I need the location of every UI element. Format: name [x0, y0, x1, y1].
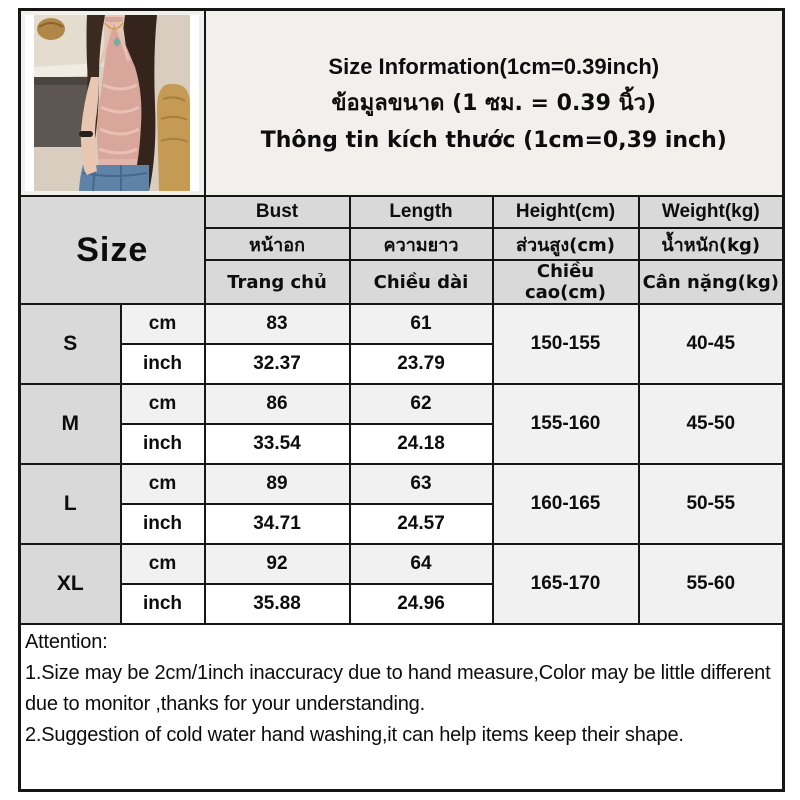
attention-cell [20, 624, 784, 791]
header-height-en: Height(cm) [493, 196, 639, 228]
row-s-cm [20, 304, 784, 344]
row-xl-cm [20, 544, 784, 584]
xl-height: 165-170 [493, 544, 639, 624]
l-bust-cm: 89 [205, 464, 350, 504]
l-height: 160-165 [493, 464, 639, 544]
unit-inch-m: inch [121, 424, 205, 464]
l-length-inch: 24.57 [350, 504, 493, 544]
m-bust-inch: 33.54 [205, 424, 350, 464]
unit-cm-m: cm [121, 384, 205, 424]
header-bust-vi: Trang chủ [205, 260, 350, 304]
m-height: 155-160 [493, 384, 639, 464]
size-table [18, 8, 785, 792]
s-height: 150-155 [493, 304, 639, 384]
header-length-vi: Chiều dài [350, 260, 493, 304]
xl-weight: 55-60 [639, 544, 784, 624]
attention-row [20, 624, 784, 791]
s-bust-cm: 83 [205, 304, 350, 344]
attention-note-1: 1.Size may be 2cm/1inch inaccuracy due to hand measure,Color may be little different due to monitor ,thanks for your understanding. [25, 662, 771, 715]
size-chart-sheet [18, 8, 785, 792]
banner-title-cell [205, 10, 784, 197]
s-length-inch: 23.79 [350, 344, 493, 384]
title-thai: ข้อมูลขนาด (1 ซม. = 0.39 นิ้ว) [331, 90, 657, 116]
l-length-cm: 63 [350, 464, 493, 504]
header-height-vi: Chiều cao(cm) [493, 260, 639, 304]
row-m-cm [20, 384, 784, 424]
product-photo [25, 15, 199, 191]
s-bust-inch: 32.37 [205, 344, 350, 384]
header-weight-en: Weight(kg) [639, 196, 784, 228]
unit-cm-s: cm [121, 304, 205, 344]
size-xl-label: XL [20, 544, 121, 624]
header-bust-th: หน้าอก [205, 228, 350, 260]
unit-inch-s: inch [121, 344, 205, 384]
s-length-cm: 61 [350, 304, 493, 344]
size-m-label: M [20, 384, 121, 464]
xl-bust-inch: 35.88 [205, 584, 350, 624]
attention-note-2: 2.Suggestion of cold water hand washing,it can help items keep their shape. [25, 724, 684, 746]
header-weight-th: น้ำหนัก(kg) [639, 228, 784, 260]
title-vietnamese: Thông tin kích thước (1cm=0,39 inch) [260, 127, 727, 153]
l-weight: 50-55 [639, 464, 784, 544]
xl-length-inch: 24.96 [350, 584, 493, 624]
size-l-label: L [20, 464, 121, 544]
m-length-cm: 62 [350, 384, 493, 424]
s-weight: 40-45 [639, 304, 784, 384]
m-length-inch: 24.18 [350, 424, 493, 464]
unit-inch-xl: inch [121, 584, 205, 624]
m-bust-cm: 86 [205, 384, 350, 424]
title-english: Size Information(1cm=0.39inch) [328, 53, 660, 79]
unit-cm-l: cm [121, 464, 205, 504]
attention-title: Attention: [25, 631, 108, 653]
product-photo-cell [20, 10, 205, 197]
unit-cm-xl: cm [121, 544, 205, 584]
banner-row [20, 10, 784, 197]
size-s-label: S [20, 304, 121, 384]
unit-inch-l: inch [121, 504, 205, 544]
header-height-th: ส่วนสูง(cm) [493, 228, 639, 260]
xl-bust-cm: 92 [205, 544, 350, 584]
header-length-en: Length [350, 196, 493, 228]
m-weight: 45-50 [639, 384, 784, 464]
size-header: Size [20, 196, 205, 304]
row-l-cm [20, 464, 784, 504]
l-bust-inch: 34.71 [205, 504, 350, 544]
header-bust-en: Bust [205, 196, 350, 228]
header-weight-vi: Cân nặng(kg) [639, 260, 784, 304]
header-row-english [20, 196, 784, 228]
xl-length-cm: 64 [350, 544, 493, 584]
header-length-th: ความยาว [350, 228, 493, 260]
